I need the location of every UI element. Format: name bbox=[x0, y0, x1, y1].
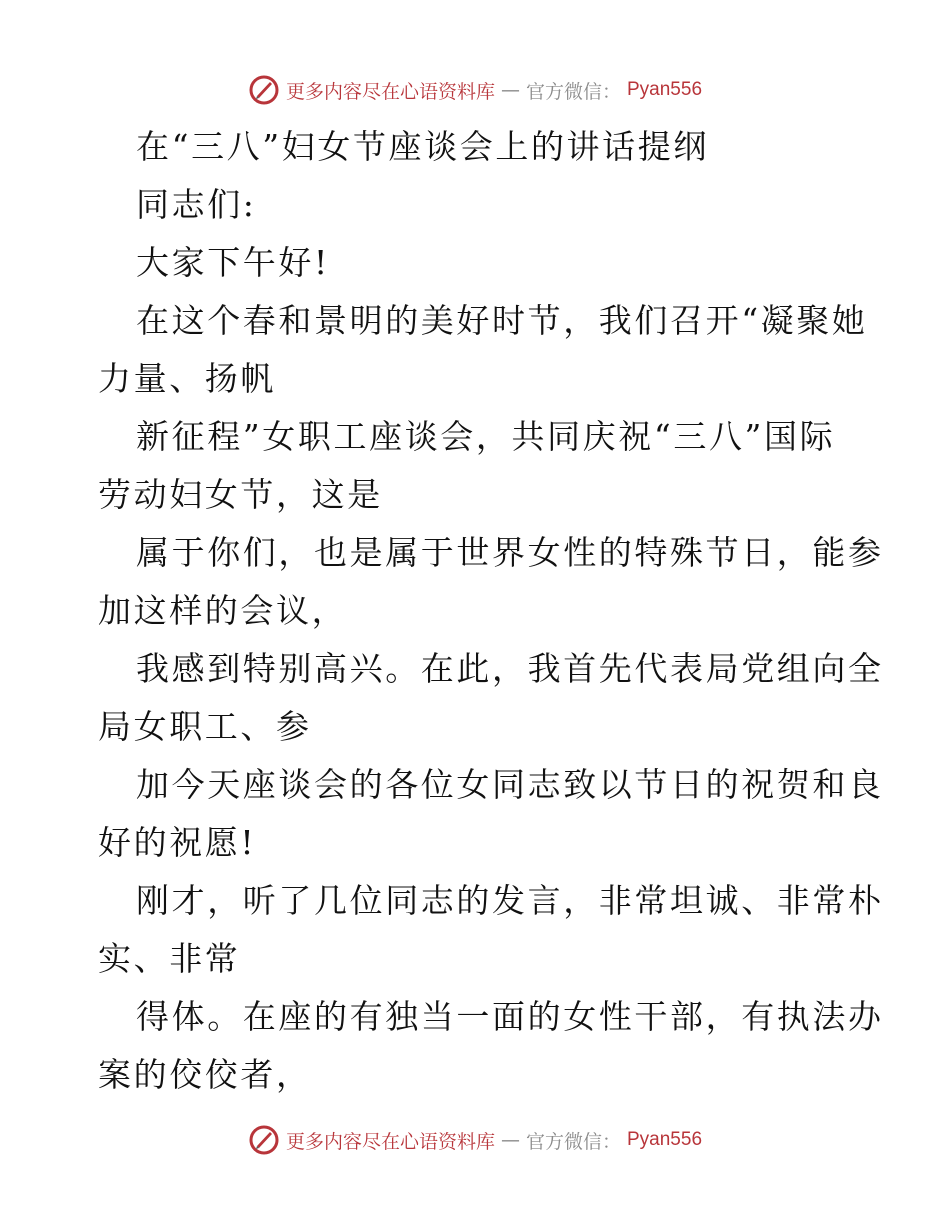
quill-circle-logo-icon bbox=[248, 1124, 280, 1156]
text-line: 加这样的会议， bbox=[98, 591, 348, 630]
text-line: 好的祝愿! bbox=[98, 823, 257, 862]
watermark-wechat-id: Pyan556 bbox=[627, 79, 703, 100]
text-line: 大家下午好! bbox=[136, 243, 330, 282]
watermark-separator: — bbox=[500, 1129, 520, 1151]
text-line: 局女职工、参 bbox=[98, 707, 312, 746]
header-watermark bbox=[0, 70, 950, 110]
text-line: 得体。在座的有独当一面的女性干部，有执法办 bbox=[136, 997, 884, 1036]
text-line: 劳动妇女节，这是 bbox=[98, 475, 383, 514]
text-line: 加今天座谈会的各位女同志致以节日的祝贺和良 bbox=[136, 765, 884, 804]
quill-circle-logo-icon bbox=[248, 74, 280, 106]
watermark-wechat-label: 官方微信： bbox=[525, 80, 621, 103]
footer-watermark bbox=[0, 1120, 950, 1160]
text-line: 属于你们，也是属于世界女性的特殊节日，能参 bbox=[136, 533, 884, 572]
document-body bbox=[98, 118, 884, 1104]
text-line: 在“三八”妇女节座谈会上的讲话提纲 bbox=[136, 127, 709, 166]
watermark-separator: — bbox=[500, 79, 520, 101]
text-line: 实、非常 bbox=[98, 939, 241, 978]
text-line: 同志们: bbox=[136, 185, 257, 224]
watermark-brand-text: 更多内容尽在心语资料库 bbox=[285, 80, 495, 103]
text-line: 刚才，听了几位同志的发言，非常坦诚、非常朴 bbox=[136, 881, 884, 920]
text-line: 我感到特别高兴。在此，我首先代表局党组向全 bbox=[136, 649, 884, 688]
text-line: 新征程”女职工座谈会，共同庆祝“三八”国际 bbox=[136, 417, 836, 456]
text-line: 案的佼佼者， bbox=[98, 1055, 312, 1094]
text-line: 在这个春和景明的美好时节，我们召开“凝聚她 bbox=[136, 301, 868, 340]
watermark-wechat-id: Pyan556 bbox=[627, 1129, 703, 1150]
text-line: 力量、扬帆 bbox=[98, 359, 276, 398]
watermark-brand-text: 更多内容尽在心语资料库 bbox=[285, 1130, 495, 1153]
watermark-wechat-label: 官方微信： bbox=[525, 1130, 621, 1153]
